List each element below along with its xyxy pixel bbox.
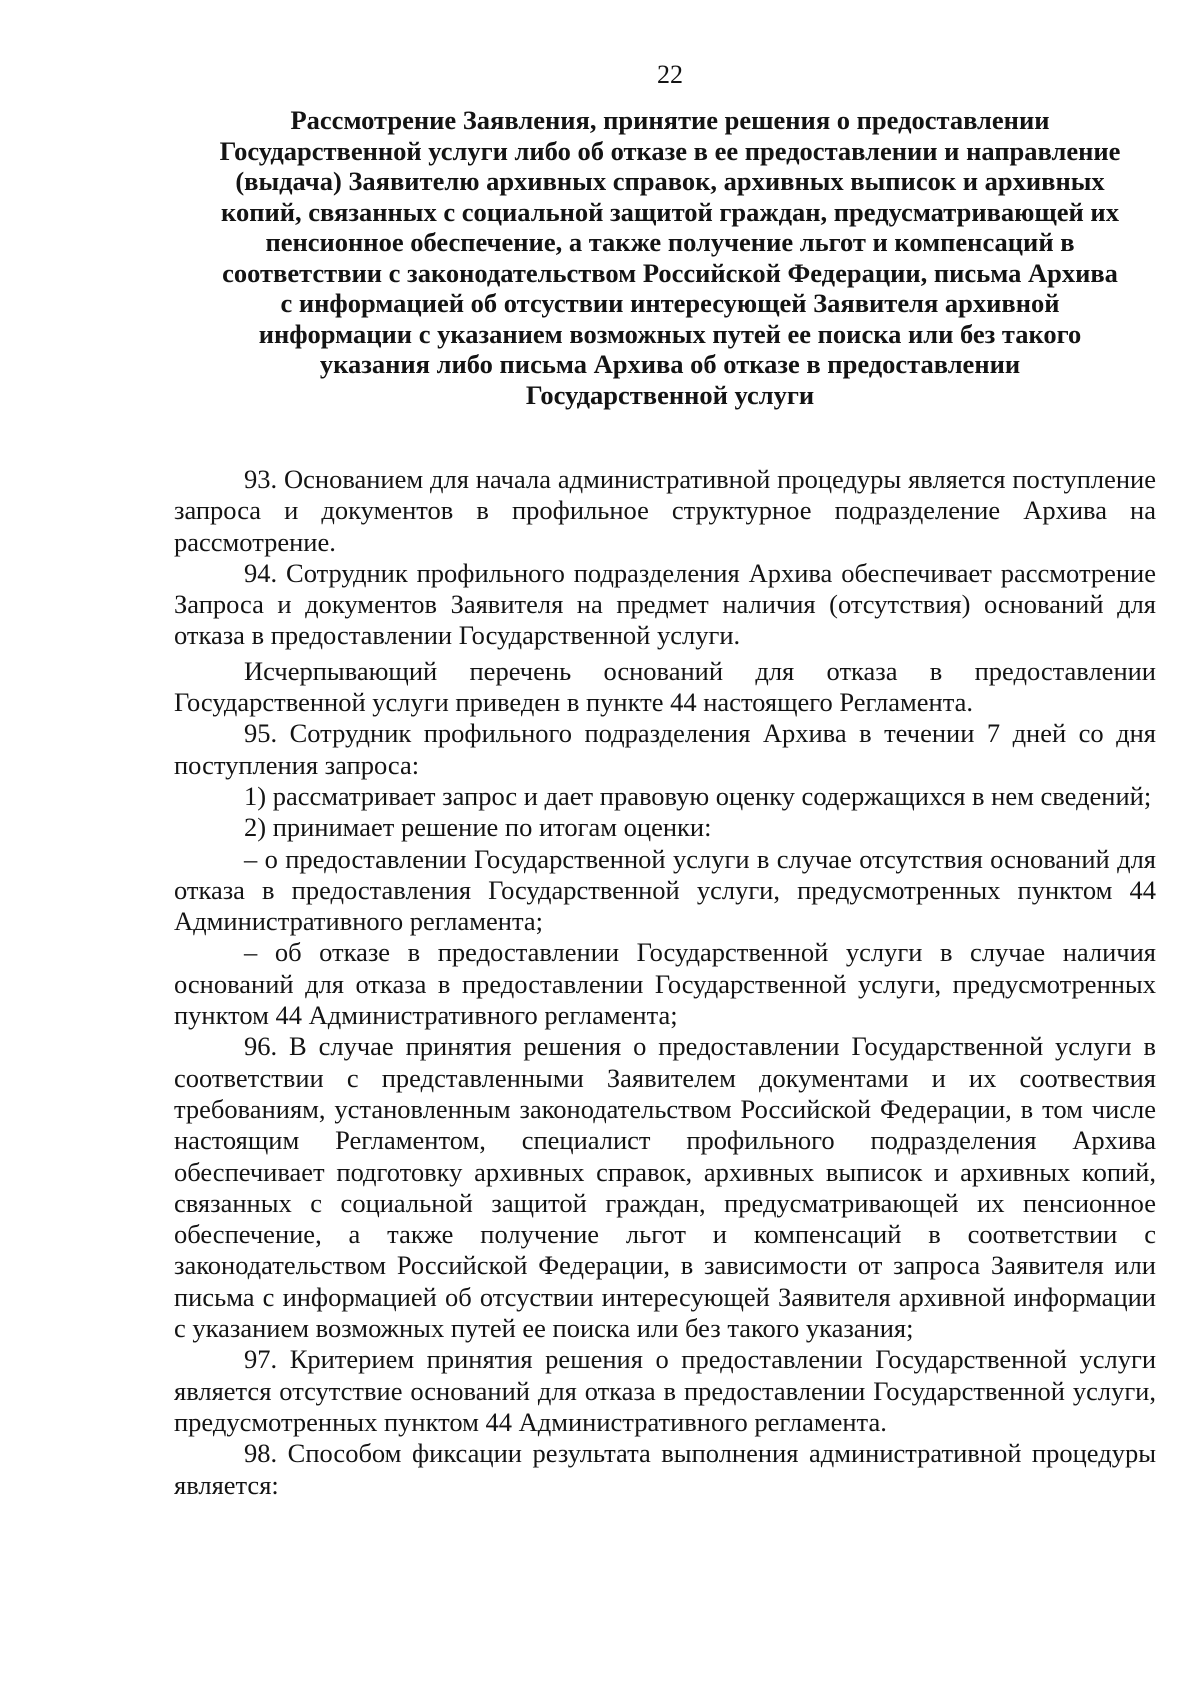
page-number: 22 <box>657 60 683 89</box>
heading-line: Государственной услуги <box>525 379 815 410</box>
paragraph-96: 96. В случае принятия решения о предоставлении Государственной услуги в соответствии с представленными Заявителем документами и их соотвествия требованиям, установленным законодательством Российской Федерации, в том числе настоящим Регламентом, специалист профильного подразделения Архива обеспечивает подготовку архивных справок, архивных выписок и архивных копий, связанных с социальной защитой граждан, предусматривающей их пенсионное обеспечение, а также получение льгот и компенсаций в соответствии с законодательством Российской Федерации, в зависимости от запроса Заявителя или письма с информацией об отсуствии интересующей Заявителя архивной информации с указанием возможных путей ее поиска или без такого указания; <box>174 1031 1156 1344</box>
heading-line: информации с указанием возможных путей ее поиска или без такого <box>258 318 1082 349</box>
paragraph-95-item-2: 2) принимает решение по итогам оценки: <box>244 812 712 843</box>
heading-line: (выдача) Заявителю архивных справок, архивных выписок и архивных <box>235 166 1105 196</box>
paragraph-94: 94. Сотрудник профильного подразделения Архива обеспечивает рассмотрение Запроса и документов Заявителя на предмет наличия (отсутствия) оснований для отказа в предоставлении Государственной услуги. <box>174 557 1156 651</box>
paragraph-93: 93. Основанием для начала административной процедуры является поступление запроса и документов в профильное структурное подразделение Архива на рассмотрение. <box>174 464 1156 557</box>
paragraph-95-item-1: 1) рассматривает запрос и дает правовую оценку содержащихся в нем сведений; <box>244 780 1152 811</box>
heading-line: копий, связанных с социальной защитой граждан, предусматривающей их <box>221 196 1119 227</box>
paragraph-decision-grant: – о предоставлении Государственной услуги в случае отсутствия оснований для отказа в предоставления Государственной услуги, предусмотренных пунктом 44 Административного регламента; <box>174 843 1156 937</box>
heading-line: соответствии с законодательством Российской Федерации, письма Архива <box>222 257 1118 288</box>
heading-line: пенсионное обеспечение, а также получение льгот и компенсаций в <box>265 227 1075 257</box>
paragraph-grounds-list: Исчерпывающий перечень оснований для отказа в предоставлении Государственной услуги приведен в пункте 44 настоящего Регламента. <box>174 655 1156 718</box>
section-heading <box>170 105 1170 410</box>
paragraph-98: 98. Способом фиксации результата выполнения административной процедуры является: <box>174 1438 1156 1500</box>
paragraph-decision-refuse: – об отказе в предоставлении Государственной услуги в случае наличия оснований для отказа в предоставлении Государственной услуги, предусмотренных пунктом 44 Административного регламента; <box>174 937 1156 1031</box>
heading-line: Государственной услуги либо об отказе в ее предоставлении и направление <box>219 135 1121 166</box>
paragraph-97: 97. Критерием принятия решения о предоставлении Государственной услуги является отсутствие оснований для отказа в предоставлении Государственной услуги, предусмотренных пунктом 44 Административного регламента. <box>174 1344 1156 1437</box>
heading-line: Рассмотрение Заявления, принятие решения о предоставлении <box>290 105 1050 135</box>
document-body <box>174 464 1156 1501</box>
heading-line: с информацией об отсуствии интересующей Заявителя архивной <box>280 288 1060 318</box>
paragraph-95: 95. Сотрудник профильного подразделения Архива в течении 7 дней со дня поступления запроса: <box>174 718 1156 780</box>
heading-line: указания либо письма Архива об отказе в предоставлении <box>319 349 1021 379</box>
